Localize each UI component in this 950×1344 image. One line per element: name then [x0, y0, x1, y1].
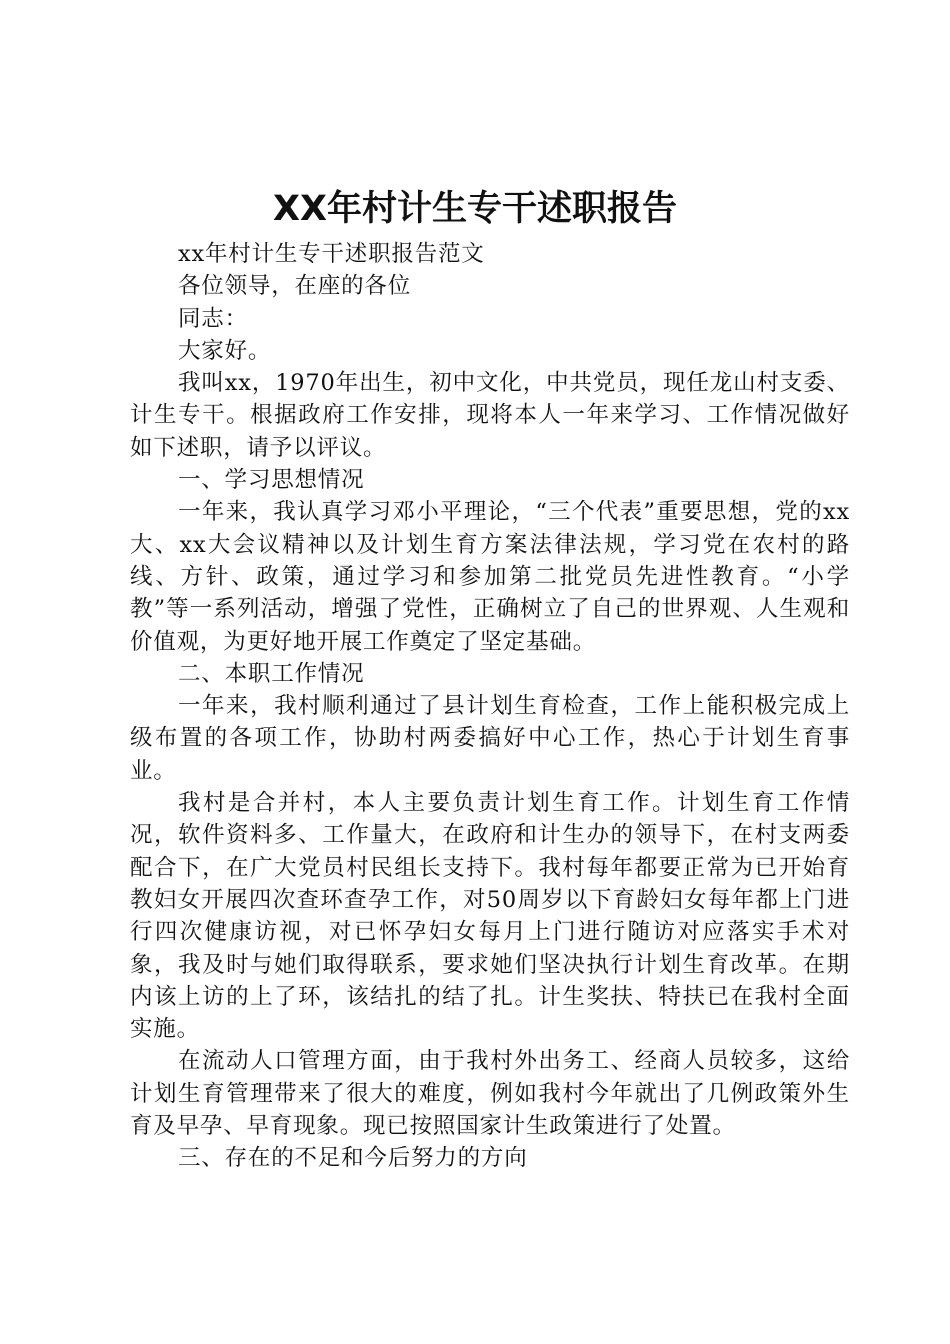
paragraph-introduction: 我叫xx，1970年出生，初中文化，中共党员，现任龙山村支委、计生专干。根据政府工作安排，现将本人一年来学习、工作情况做好如下述职，请予以评议。: [130, 370, 850, 461]
paragraph-work-details: 我村是合并村，本人主要负责计划生育工作。计划生育工作情况，软件资料多、工作量大，在政府和计生办的领导下，在村支两委配合下，在广大党员村民组长支持下。我村每年都要正常为已开始育教妇女开展四次查环查孕工作，对50周岁以下育龄妇女每年都上门进行四次健康访视，对已怀孕妇女每月上门进行随访对应落实手术对象，我及时与她们取得联系，要求她们坚决执行计划生育改革。在期内该上访的上了环，该结扎的结了扎。计生奖扶、特扶已在我村全面实施。: [130, 790, 850, 1043]
paragraph-salutation-line1: 各位领导，在座的各位: [178, 273, 412, 300]
paragraph-greeting: 大家好。: [178, 337, 272, 364]
document-title: XX年村计生专干述职报告: [273, 189, 677, 229]
section-heading-shortcomings: 三、存在的不足和今后努力的方向: [178, 1145, 528, 1172]
paragraph-subtitle: xx年村计生专干述职报告范文: [178, 241, 485, 267]
paragraph-study: 一年来，我认真学习邓小平理论，“三个代表”重要思想，党的xx大、xx大会议精神以及计划生育方案法律法规，学习党在农村的路线、方针、政策，通过学习和参加第二批党员先进性教育。“小学教”等一系列活动，增强了党性，正确树立了自己的世界观、人生观和价值观，为更好地开展工作奠定了坚定基础。: [130, 499, 850, 655]
section-heading-work: 二、本职工作情况: [178, 660, 365, 687]
paragraph-work-summary: 一年来，我村顺利通过了县计划生育检查，工作上能积极完成上级布置的各项工作，协助村两委搞好中心工作，热心于计划生育事业。: [130, 693, 850, 784]
paragraph-salutation-line2: 同志：: [178, 305, 248, 332]
section-heading-study: 一、学习思想情况: [178, 467, 365, 494]
paragraph-floating-population: 在流动人口管理方面，由于我村外出务工、经商人员较多，这给计划生育管理带来了很大的难度，例如我村今年就出了几例政策外生育及早孕、早育现象。现已按照国家计生政策进行了处置。: [130, 1048, 850, 1140]
document-body: [130, 238, 850, 1175]
